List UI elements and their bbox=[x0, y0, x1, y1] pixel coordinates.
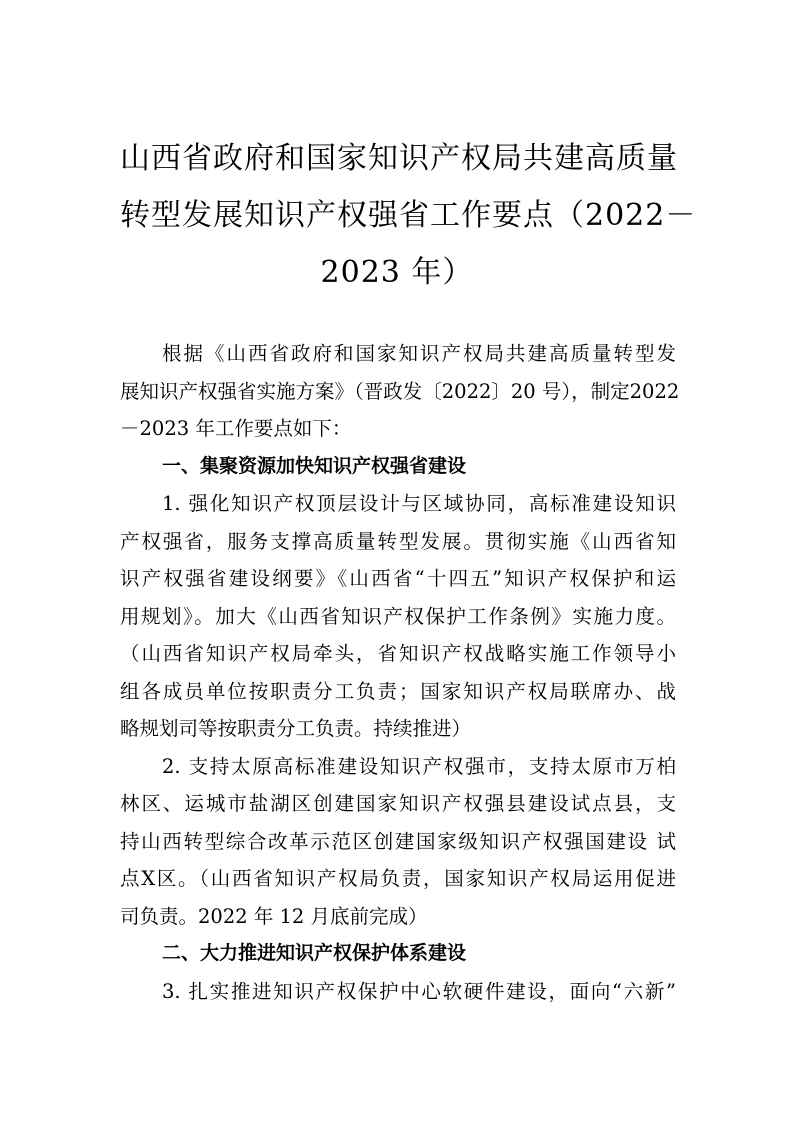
item-2-line-2: 林区、运城市盐湖区创建国家知识产权强县建设试点县，支 bbox=[120, 792, 676, 815]
item-1-line-2: 产权强省，服务支撑高质量转型发展。贯彻实施《山西省知 bbox=[120, 529, 676, 553]
title-line-1: 山西省政府和国家知识产权局共建高质量 bbox=[120, 141, 678, 176]
item-1-line-5: （山西省知识产权局牵头，省知识产权战略实施工作领导小 bbox=[120, 642, 676, 665]
document-title bbox=[120, 130, 697, 301]
item-2-line-3: 持山西转型综合改革示范区创建国家级知识产权强国建设 试 bbox=[120, 829, 676, 853]
intro-line-2: 展知识产权强省实施方案》（晋政发〔2022〕20 号），制定2022 bbox=[120, 379, 680, 403]
item-2-line-1: 2. 支持太原高标准建设知识产权强市，支持太原市万柏 bbox=[162, 754, 676, 778]
item-1-line-7: 略规划司等按职责分工负责。持续推进） bbox=[120, 717, 472, 740]
item-1-line-6: 组各成员单位按职责分工负责；国家知识产权局联席办、战 bbox=[120, 679, 676, 703]
item-1-paragraph bbox=[120, 485, 676, 748]
item-1-line-4: 用规划》。加大《山西省知识产权保护工作条例》实施力度。 bbox=[120, 604, 676, 628]
intro-paragraph bbox=[120, 335, 680, 448]
section-2-heading: 二、大力推进知识产权保护体系建设 bbox=[162, 942, 467, 964]
intro-line-3: －2023 年工作要点如下： bbox=[120, 417, 352, 440]
section-1-heading: 一、集聚资源加快知识产权强省建设 bbox=[162, 454, 467, 477]
document-body bbox=[120, 335, 680, 1010]
title-line-3: 2023 年） bbox=[320, 255, 474, 290]
item-2-line-5: 司负责。2022 年 12 月底前完成） bbox=[120, 904, 428, 928]
item-1-line-1: 1. 强化知识产权顶层设计与区域协同，高标准建设知识 bbox=[162, 492, 676, 515]
item-3-line-1: 3. 扎实推进知识产权保护中心软硬件建设，面向“六新” bbox=[162, 979, 676, 1003]
intro-line-1: 根据《山西省政府和国家知识产权局共建高质量转型发 bbox=[162, 342, 676, 365]
item-3-paragraph bbox=[120, 973, 676, 1011]
title-line-2: 转型发展知识产权强省工作要点（2022－ bbox=[120, 198, 697, 233]
item-2-paragraph bbox=[120, 748, 676, 936]
item-1-line-3: 识产权强省建设纲要》《山西省“十四五”知识产权保护和运 bbox=[120, 567, 676, 590]
item-2-line-4: 点X区。（山西省知识产权局负责，国家知识产权局运用促进 bbox=[120, 867, 676, 890]
